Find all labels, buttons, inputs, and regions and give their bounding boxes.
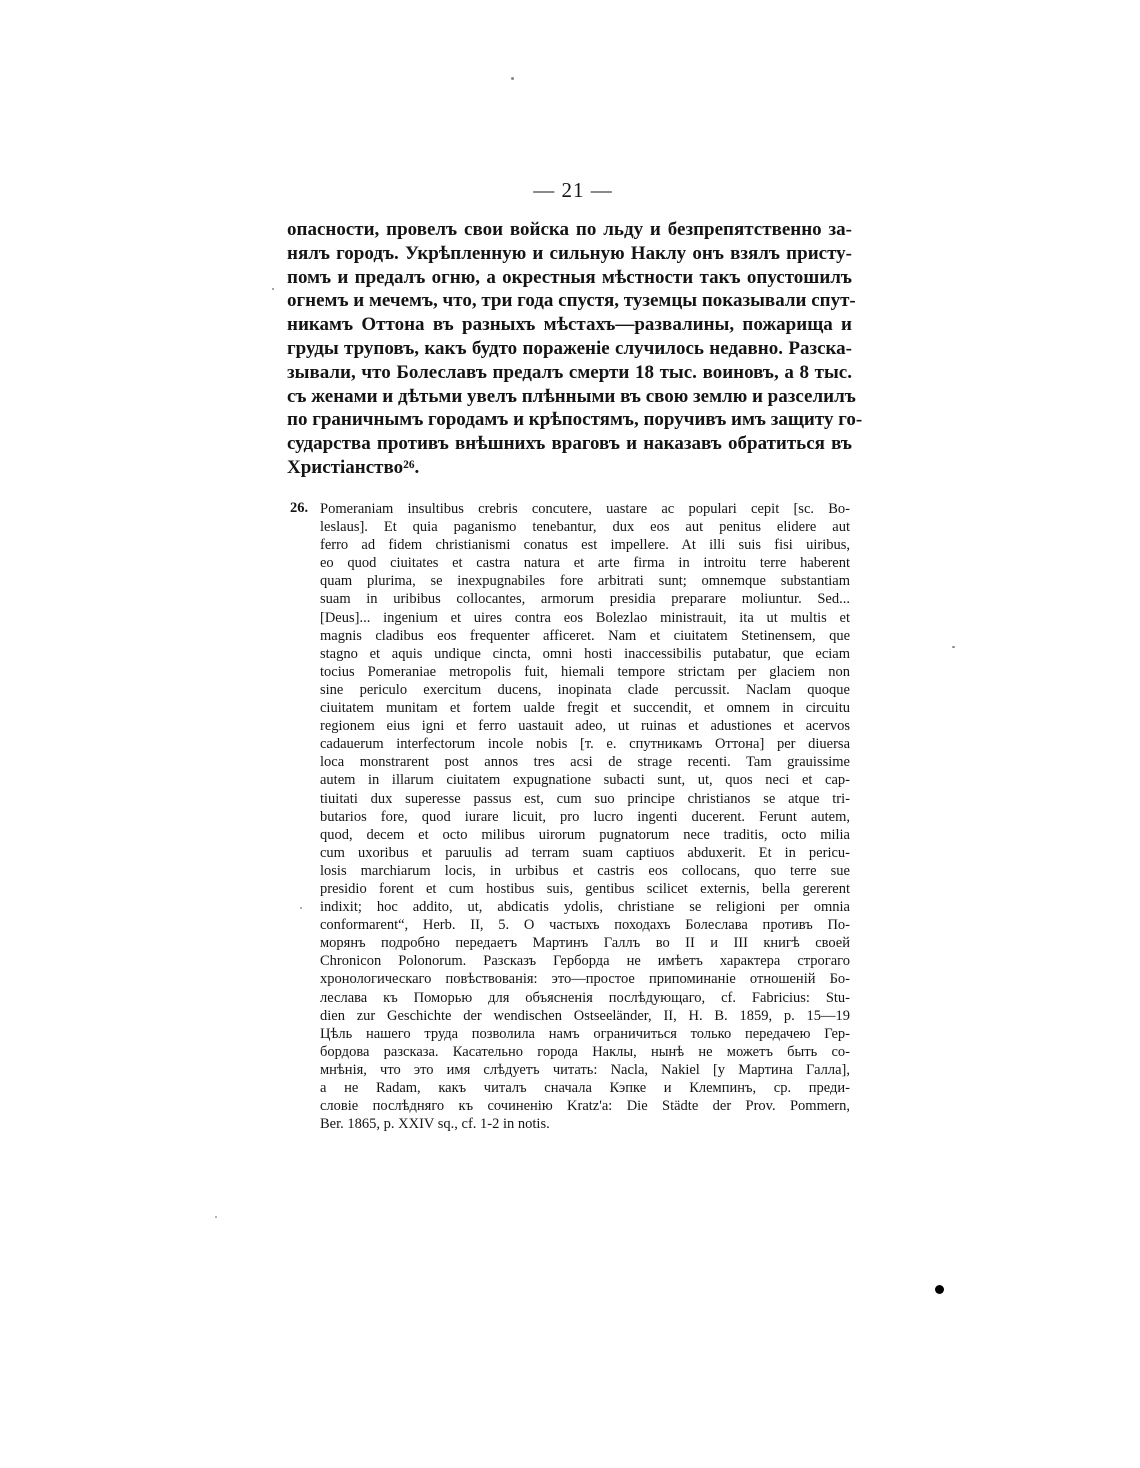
footnote-line: cadauerum interfectorum incole nobis [т. е. спутникамъ Оттона] per diuersa <box>320 736 850 753</box>
footnote-line: quam plurima, se inexpugnabiles fore arbitrati sunt; omnemque substantiam <box>320 573 850 590</box>
footnote-line: [Deus]... ingenium et uires contra eos Bolezlao ministrauit, ita ut multis et <box>320 609 850 626</box>
scan-speck <box>935 1285 944 1294</box>
scan-speck <box>511 77 514 80</box>
footnote-line: loca monstrarent post annos tres acsi de strage recenti. Tam grauissime <box>320 754 850 771</box>
footnote-line: хронологическаго повѣствованія: это—простое припоминаніе отношеній Бо- <box>320 971 850 988</box>
text-line: зывали, что Болеславъ предалъ смерти 18 тыс. воиновъ, а 8 тыс. <box>287 361 852 383</box>
footnote-line: dien zur Geschichte der wendischen Ostseeländer, II, H. B. 1859, p. 15—19 <box>320 1007 850 1024</box>
text-line: опасности, провелъ свои войска по льду и безпрепятственно за- <box>287 219 852 240</box>
footnote-line: losis marchiarum locis, in urbibus et castris eos collocans, quo terre sue <box>320 862 850 879</box>
footnote-line: stagno et aquis undique cincta, omni hosti inaccessibilis putabatur, que eciam <box>320 645 850 662</box>
footnote-line: Pomeraniam insultibus crebris concutere, uastare ac populari cepit [sc. Bo- <box>320 501 850 517</box>
text-line: сударства противъ внѣшнихъ враговъ и наказавъ обратиться въ <box>287 433 852 455</box>
footnote-text <box>320 500 850 1133</box>
footnote-line: леслава къ Поморью для объясненія послѣдующаго, cf. Fabricius: Stu- <box>320 989 850 1006</box>
footnote-line: бордова разсказа. Касательно города Наклы, нынѣ не можетъ быть со- <box>320 1043 850 1060</box>
text-line: помъ и предалъ огню, а окрестныя мѣстности такъ опустошилъ <box>287 266 852 288</box>
text-line: никамъ Оттона въ разныхъ мѣстахъ—развалины, пожарища и <box>287 314 852 336</box>
footnote-line: suam in uribibus collocantes, armorum presidia preparare moliuntur. Sed... <box>320 591 850 608</box>
footnote-line: quod, decem et octo milibus uirorum pugnatorum nece traditis, octo milia <box>320 826 850 843</box>
footnote-line: Цѣль нашего труда позволила намъ ограничиться только передачею Гер- <box>320 1025 850 1042</box>
text-line: по граничнымъ городамъ и крѣпостямъ, поручивъ имъ защиту го- <box>287 409 863 431</box>
scan-speck <box>272 288 274 290</box>
scan-speck <box>300 907 302 909</box>
footnote-line: Ber. 1865, p. XXIV sq., cf. 1-2 in notis. <box>320 1116 550 1133</box>
text-line: огнемъ и мечемъ, что, три года спустя, туземцы показывали спут- <box>287 290 856 312</box>
text-line: нялъ городъ. Укрѣпленную и сильную Наклу онъ взялъ присту- <box>287 242 852 264</box>
footnote-line: мнѣнія, что это имя слѣдуетъ читать: Nacla, Nakiel [у Мартина Галла], <box>320 1061 850 1078</box>
footnote-line: tiuitati dux superesse passus est, cum suo principe christianos se atque tri- <box>320 790 850 807</box>
footnote-line: butarios fore, quod iurare licuit, pro lucro ingenti ducerent. Ferunt autem, <box>320 808 850 825</box>
footnote-line: indixit; hoc addito, ut, abdicatis ydolis, christiane se religioni per omnia <box>320 899 850 916</box>
text-line: груды труповъ, какъ будто пораженіе случилось недавно. Разска- <box>287 337 852 359</box>
main-text <box>287 218 863 480</box>
footnote-line: presidio forent et cum hostibus suis, gentibus scilicet externis, bella gererent <box>320 880 850 897</box>
footnote-line: regionem eius igni et ferro uastauit adeo, ut ruinas et adustiones et acervos <box>320 718 850 735</box>
footnote-line: ciuitatem munitam et fortem ualde fregit et succendit, et omnem in circuitu <box>320 700 850 717</box>
text-line: Христіанство²⁶. <box>287 456 420 478</box>
text-line: съ женами и дѣтьми увелъ плѣнными въ свою землю и разселилъ <box>287 385 856 407</box>
footnote-line: magnis cladibus eos frequenter afficeret. Nam et ciuitatem Stetinensem, que <box>320 627 850 644</box>
footnote-number: 26. <box>290 500 309 516</box>
footnote-line: sine periculo exercitum ducens, inopinata clade percussit. Naclam quoque <box>320 681 850 698</box>
footnote-line: eo quod ciuitates et castra natura et arte firma in introitu terre haberent <box>320 555 850 572</box>
footnote-line: словіе послѣдняго къ сочиненію Kratz'a: Die Städte der Prov. Pommern, <box>320 1098 850 1115</box>
footnote-line: а не Radam, какъ читалъ сначала Кэпке и Клемпинъ, ср. преди- <box>320 1080 850 1096</box>
page-number: — 21 — <box>533 178 613 202</box>
scan-speck <box>952 646 955 648</box>
footnote-line: cum uxoribus et paruulis ad terram suam captiuos abduxerit. Et in pericu- <box>320 844 850 861</box>
scan-speck <box>215 1216 217 1218</box>
footnote-line: морянъ подробно передаетъ Мартинъ Галлъ во II и III книгѣ своей <box>320 935 850 952</box>
footnote-line: tocius Pomeraniae metropolis fuit, hiemali tempore strictam per glaciem non <box>320 663 850 680</box>
footnote-line: leslaus]. Et quia paganismo tenebantur, dux eos aut penitus elidere aut <box>320 519 850 536</box>
footnote-line: Chronicon Polonorum. Разсказъ Герборда не имѣетъ характера строгаго <box>320 953 850 970</box>
footnote-line: autem in illarum ciuitatem expugnatione subacti sunt, ut, quos neci et cap- <box>320 772 850 789</box>
footnote-line: conformarent“, Herb. II, 5. О частыхъ походахъ Болеслава противъ По- <box>320 917 850 934</box>
footnote-line: ferro ad fidem christianismi conatus est impellere. At illi suis fisi uiribus, <box>320 537 850 554</box>
